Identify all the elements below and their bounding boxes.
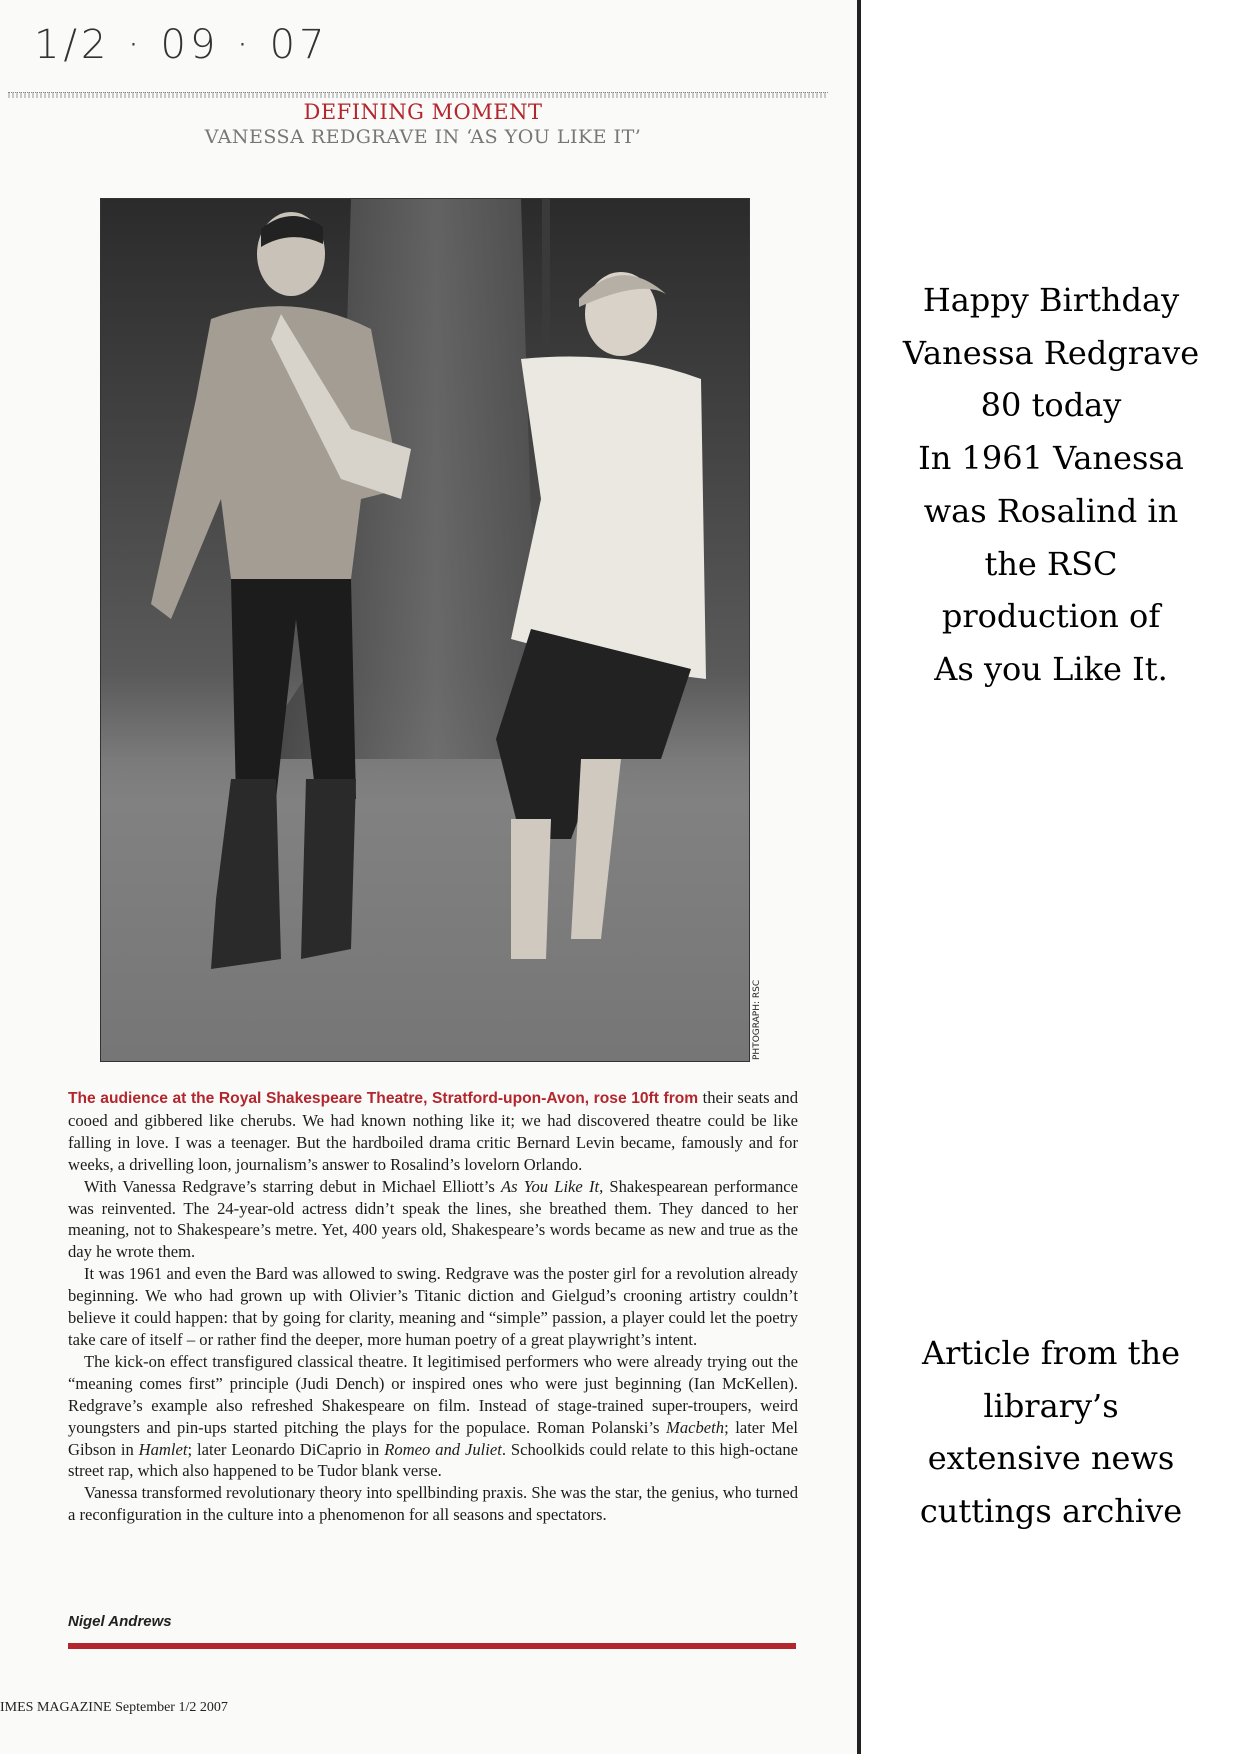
- paragraph-4-text-d: . Schoolkids could relate to this high-octane street rap, which also happened to be Tudor blank verse.: [68, 1439, 798, 1481]
- birthday-note: [862, 274, 1240, 696]
- paragraph-2-text-a: With Vanessa Redgrave’s starring debut in Michael Elliott’s: [84, 1176, 501, 1196]
- note-line: Article from the: [921, 1334, 1181, 1372]
- note-line: the RSC: [984, 544, 1118, 583]
- play-title: As You Like It,: [501, 1176, 604, 1196]
- folio: IMES MAGAZINE September 1/2 2007: [0, 1700, 228, 1715]
- section-kicker: DEFINING MOMENT: [303, 100, 543, 124]
- paragraph-4: [68, 1351, 798, 1482]
- clipping-edge: [857, 0, 861, 1754]
- note-line: Happy Birthday: [922, 281, 1180, 319]
- note-line: 80 today: [980, 386, 1122, 425]
- handwritten-date: 1/2 · 09 · 07: [34, 22, 329, 68]
- byline: Nigel Andrews: [68, 1613, 172, 1630]
- lead-in: The audience at the Royal Shakespeare Theatre, Stratford-upon-Avon, rose 10ft from: [68, 1090, 699, 1107]
- top-rule: [8, 92, 828, 98]
- paragraph-1-text: their seats and cooed and gibbered like cherubs. We had known nothing like it; we had discovered theatre could be like falling in love. I was a teenager. But the hardboiled drama critic Bernard Levin became, famously and for weeks, a drivelling loon, journalism’s answer to Rosalind’s lovelorn Orlando.: [68, 1088, 799, 1174]
- note-line: extensive news: [927, 1439, 1175, 1478]
- paragraph-4-text-a: The kick-on effect transfigured classical theatre. It legitimised performers who were already trying out the “meaning comes first” principle (Judi Dench) or inspired ones who were just beginning (Ian McKellen). Redgrave’s example also refreshed Shakespeare on film. Instead of stage-trained super-troupers, weird youngsters and pin-ups started pitching the plays for the populace. Roman Polanski’s: [68, 1351, 798, 1437]
- note-line: As you Like It.: [934, 649, 1168, 688]
- paragraph-1: [68, 1087, 798, 1176]
- archive-note: [862, 1327, 1240, 1538]
- film-title-macbeth: Macbeth: [666, 1417, 725, 1437]
- article-body: [68, 1087, 798, 1526]
- paragraph-2-text-b: Shakespearean performance was reinvented. The 24-year-old actress didn’t speak the lines, she breathed them. They danced to her meaning, not to Shakespeare’s metre. Yet, 400 years old, Shakespeare’s words became as new and true as the day he wrote them.: [68, 1176, 798, 1262]
- paragraph-5: Vanessa transformed revolutionary theory into spellbinding praxis. She was the star, the genius, who turned a reconfiguration in the culture into a phenomenon for all seasons and spectators.: [68, 1483, 798, 1525]
- article-headline: VANESSA REDGRAVE IN ‘AS YOU LIKE IT’: [204, 126, 642, 148]
- photo-credit: [752, 962, 766, 1060]
- note-line: In 1961 Vanessa: [918, 439, 1184, 478]
- paragraph-4-text-b: ; later Mel Gibson in: [68, 1417, 798, 1459]
- film-title-romeo-juliet: Romeo and Juliet: [384, 1439, 502, 1459]
- note-line: production of: [941, 597, 1161, 636]
- photo-credit-text: PHTOGRAPH: RSC: [752, 979, 762, 1060]
- note-line: Vanessa Redgrave: [902, 333, 1200, 372]
- stage-photo-illustration: [101, 199, 749, 1061]
- stage-photo: [100, 198, 750, 1062]
- paragraph-4-text-c: ; later Leonardo DiCaprio in: [187, 1439, 385, 1459]
- paragraph-3: It was 1961 and even the Bard was allowed to swing. Redgrave was the poster girl for a revolution already beginning. We who had grown up with Olivier’s Titanic diction and Gielgud’s crooning artistry couldn’t believe it could happen: that by going for clarity, meaning and “simple” passion, a player could let the poetry take care of itself – or rather find the deeper, more human poetry of a great playwright’s intent.: [68, 1264, 798, 1349]
- red-rule: [68, 1643, 796, 1649]
- note-line: was Rosalind in: [923, 491, 1179, 530]
- note-line: library’s: [983, 1386, 1119, 1425]
- note-line: cuttings archive: [919, 1492, 1183, 1531]
- paragraph-2: [68, 1176, 798, 1264]
- film-title-hamlet: Hamlet: [138, 1439, 188, 1459]
